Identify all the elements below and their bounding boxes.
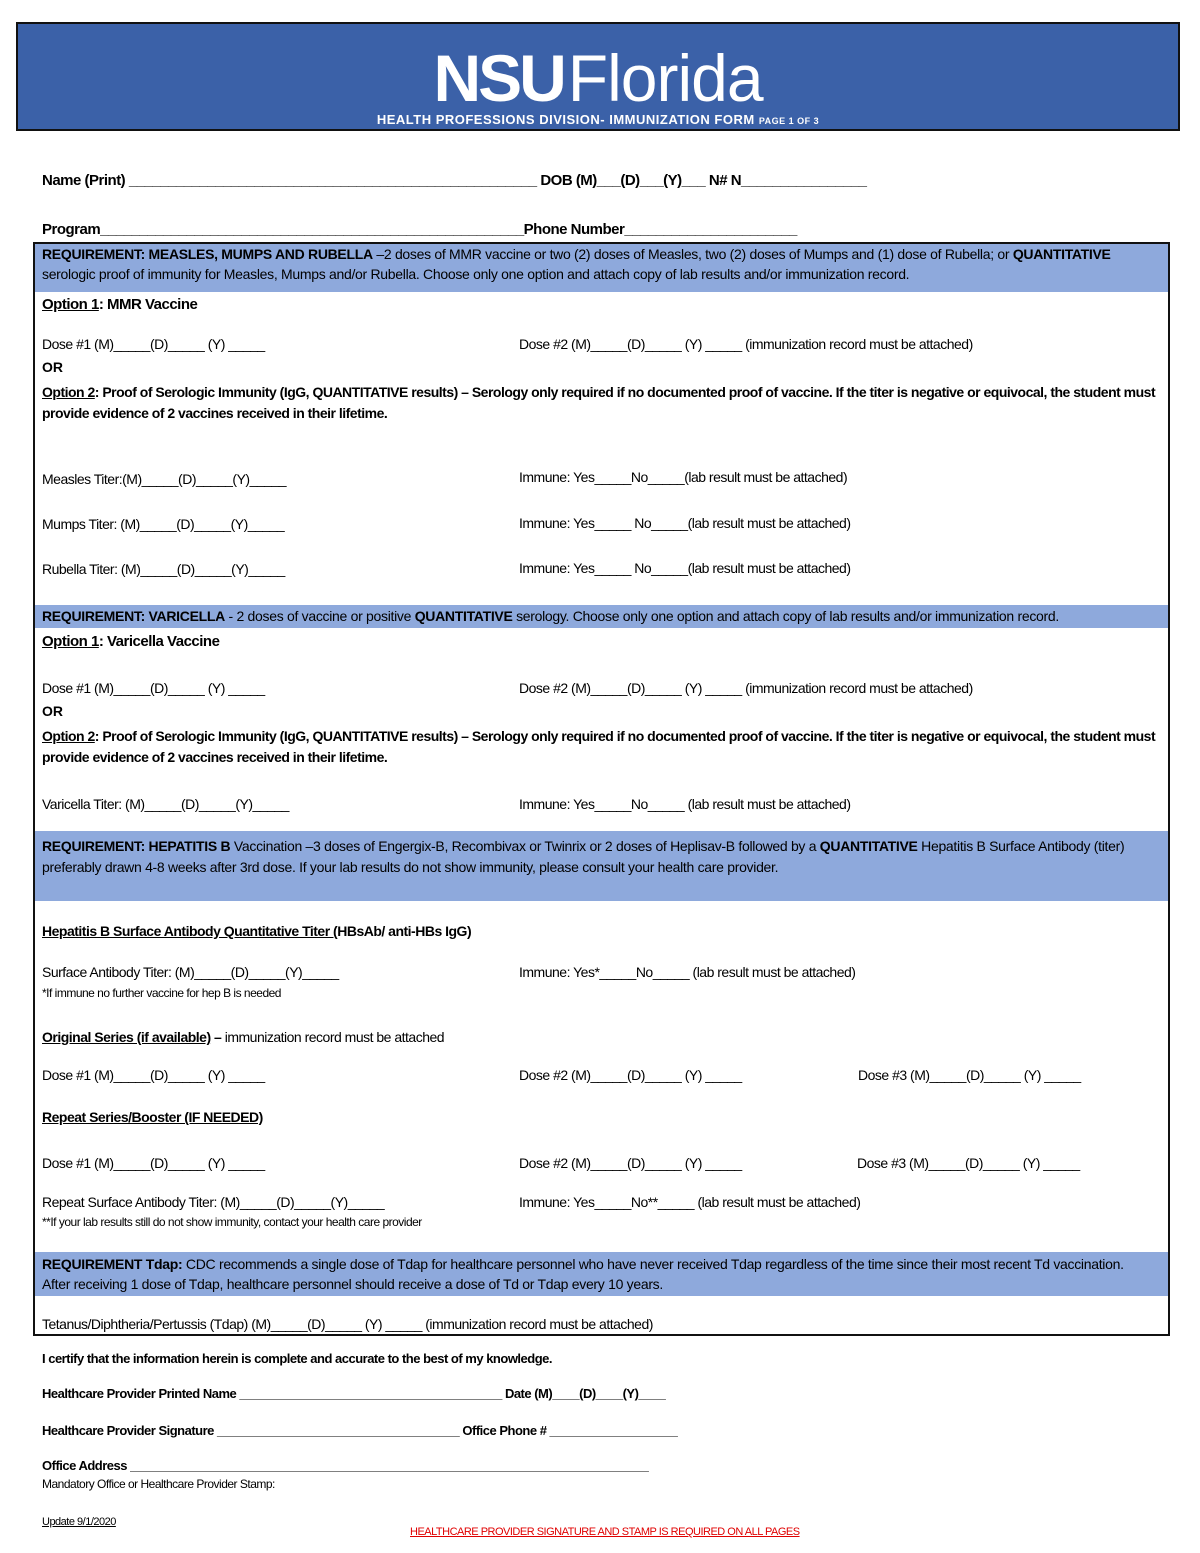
original-dose2-field[interactable]: Dose #2 (M)_____(D)_____ (Y) _____	[519, 1067, 742, 1083]
header-banner	[16, 22, 1180, 131]
varicella-dose2-field[interactable]: Dose #2 (M)_____(D)_____ (Y) _____ (immunization record must be attached)	[519, 680, 973, 696]
mumps-immune-field[interactable]: Immune: Yes_____ No_____(lab result must be attached)	[519, 515, 851, 531]
mmr-option1-label: Option 1	[42, 296, 99, 313]
provider-stamp-label: Mandatory Office or Healthcare Provider Stamp:	[42, 1477, 275, 1491]
surface-antibody-immune-field[interactable]: Immune: Yes*_____No_____ (lab result must be attached)	[519, 964, 856, 980]
mmr-option2	[42, 382, 1157, 424]
varicella-titer-field[interactable]: Varicella Titer: (M)_____(D)_____(Y)_____	[42, 796, 289, 812]
logo-nsu: NSU	[433, 41, 564, 115]
mmr-dose2-field[interactable]: Dose #2 (M)_____(D)_____ (Y) _____ (immunization record must be attached)	[519, 336, 973, 352]
name-dob-field[interactable]: Name (Print) ____________________________________________________ DOB (M)___(D)___(Y)___ N# N________________	[42, 172, 867, 189]
varicella-option1-label: Option 1	[42, 633, 99, 650]
original-series-dash: –	[210, 1029, 225, 1045]
hepb-requirement-desc: Vaccination –3 doses of Engergix-B, Recombivax or Twinrix or 2 doses of Heplisav-B followed by a	[230, 838, 820, 854]
mmr-option1	[42, 296, 197, 313]
mumps-titer-field[interactable]: Mumps Titer: (M)_____(D)_____(Y)_____	[42, 516, 285, 532]
hepb-quantitative: QUANTITATIVE	[819, 838, 918, 854]
measles-immune-field[interactable]: Immune: Yes_____No_____(lab result must be attached)	[519, 469, 848, 485]
tdap-dose-field[interactable]: Tetanus/Diphtheria/Pertussis (Tdap) (M)_____(D)_____ (Y) _____ (immunization record must be attached)	[42, 1316, 653, 1332]
mmr-or: OR	[42, 359, 63, 375]
varicella-requirement-desc2: serology. Choose only one option and attach copy of lab results and/or immunization record.	[512, 608, 1059, 624]
mmr-dose1-field[interactable]: Dose #1 (M)_____(D)_____ (Y) _____	[42, 336, 265, 352]
hepb-requirement-label: REQUIREMENT: HEPATITIS B	[42, 838, 231, 854]
program-phone-field[interactable]: Program______________________________________________________Phone Number______________________	[42, 221, 797, 238]
mmr-quantitative: QUANTITATIVE	[1012, 246, 1111, 262]
required-notice: HEALTHCARE PROVIDER SIGNATURE AND STAMP IS REQUIRED ON ALL PAGES	[410, 1526, 800, 1538]
mmr-requirement-text	[42, 244, 1152, 284]
repeat-titer-field[interactable]: Repeat Surface Antibody Titer: (M)_____(D)_____(Y)_____	[42, 1194, 385, 1210]
tdap-requirement-desc: CDC recommends a single dose of Tdap for healthcare personnel who have never received Tdap regardless of the time since their most recent Td vaccination. After receiving 1 dose of Tdap, healthcare personnel should receive a dose of Td or Tdap every 10 years.	[42, 1256, 1124, 1292]
mmr-requirement-desc2: serologic proof of immunity for Measles, Mumps and/or Rubella. Choose only one option and attach copy of lab results and/or immunization record.	[42, 266, 910, 282]
rubella-titer-field[interactable]: Rubella Titer: (M)_____(D)_____(Y)_____	[42, 561, 285, 577]
hepb-requirement-desc2: Hepatitis B Surface Antibody (titer) preferably drawn 4-8 weeks after 3rd dose. If your lab results do not show immunity, please consult your health care provider.	[42, 838, 1125, 875]
mmr-option2-label: Option 2	[42, 384, 95, 400]
surface-antibody-note: *If immune no further vaccine for hep B is needed	[42, 986, 281, 1000]
repeat-series-heading: Repeat Series/Booster (IF NEEDED)	[42, 1109, 263, 1125]
original-series-note: immunization record must be attached	[224, 1029, 445, 1045]
original-dose3-field[interactable]: Dose #3 (M)_____(D)_____ (Y) _____	[858, 1067, 1081, 1083]
repeat-titer-note: **If your lab results still do not show immunity, contact your health care provider	[42, 1215, 422, 1229]
page-label: PAGE 1 OF 3	[758, 116, 820, 126]
repeat-dose1-field[interactable]: Dose #1 (M)_____(D)_____ (Y) _____	[42, 1155, 265, 1171]
rubella-immune-field[interactable]: Immune: Yes_____ No_____(lab result must be attached)	[519, 560, 851, 576]
varicella-quantitative: QUANTITATIVE	[414, 608, 513, 624]
mmr-option2-text: : Proof of Serologic Immunity (IgG, QUANTITATIVE results) – Serology only required if no documented proof of vaccine. If the titer is negative or equivocal, the student must provide evidence of 2 vaccines received in their lifetime.	[42, 384, 1156, 421]
hepb-titer-heading	[42, 923, 471, 939]
form-title-text: HEALTH PROFESSIONS DIVISION- IMMUNIZATION FORM	[376, 112, 755, 127]
varicella-option1-text: : Varicella Vaccine	[98, 633, 220, 650]
mmr-requirement-label: REQUIREMENT: MEASLES, MUMPS AND RUBELLA	[42, 246, 373, 262]
measles-titer-field[interactable]: Measles Titer:(M)_____(D)_____(Y)_____	[42, 471, 287, 487]
hepb-requirement-text	[42, 836, 1152, 878]
surface-antibody-titer-field[interactable]: Surface Antibody Titer: (M)_____(D)_____(Y)_____	[42, 964, 339, 980]
varicella-option2-label: Option 2	[42, 728, 95, 744]
hepb-titer-heading-underlined: Hepatitis B Surface Antibody Quantitative Titer (	[42, 923, 338, 939]
varicella-requirement-label: REQUIREMENT: VARICELLA	[42, 608, 225, 624]
certify-statement: I certify that the information herein is complete and accurate to the best of my knowledge.	[42, 1351, 552, 1366]
tdap-requirement-text	[42, 1254, 1152, 1294]
mmr-requirement-desc: –2 doses of MMR vaccine or two (2) doses of Measles, two (2) doses of Mumps and (1) dose of Rubella; or	[372, 246, 1013, 262]
nsu-florida-logo	[18, 42, 1178, 114]
hepb-titer-heading-rest: HBsAb/ anti-HBs IgG)	[337, 923, 472, 939]
varicella-dose1-field[interactable]: Dose #1 (M)_____(D)_____ (Y) _____	[42, 680, 265, 696]
update-date: Update 9/1/2020	[42, 1516, 116, 1528]
varicella-option2	[42, 726, 1157, 768]
office-address-field[interactable]: Office Address _____________________________________________________________________________	[42, 1458, 649, 1473]
original-dose1-field[interactable]: Dose #1 (M)_____(D)_____ (Y) _____	[42, 1067, 265, 1083]
mmr-option1-text: : MMR Vaccine	[98, 296, 198, 313]
provider-name-date-field[interactable]: Healthcare Provider Printed Name _______________________________________ Date (M)____(D)____(Y)____	[42, 1386, 666, 1401]
original-series-label: Original Series (if available)	[42, 1029, 211, 1045]
provider-signature-phone-field[interactable]: Healthcare Provider Signature ____________________________________ Office Phone # ___________________	[42, 1423, 678, 1438]
varicella-option1	[42, 633, 219, 650]
original-series-heading	[42, 1029, 444, 1045]
logo-florida: Florida	[567, 41, 763, 115]
repeat-immune-field[interactable]: Immune: Yes_____No**_____ (lab result must be attached)	[519, 1194, 861, 1210]
repeat-dose3-field[interactable]: Dose #3 (M)_____(D)_____ (Y) _____	[857, 1155, 1080, 1171]
tdap-requirement-label: REQUIREMENT Tdap:	[42, 1256, 183, 1272]
varicella-or: OR	[42, 703, 63, 719]
repeat-dose2-field[interactable]: Dose #2 (M)_____(D)_____ (Y) _____	[519, 1155, 742, 1171]
varicella-requirement-desc: - 2 doses of vaccine or positive	[224, 608, 415, 624]
form-title	[18, 112, 1178, 127]
varicella-option2-text: : Proof of Serologic Immunity (IgG, QUANTITATIVE results) – Serology only required if no documented proof of vaccine. If the titer is negative or equivocal, the student must provide evidence of 2 vaccines received in their lifetime.	[42, 728, 1156, 765]
varicella-immune-field[interactable]: Immune: Yes_____No_____ (lab result must be attached)	[519, 796, 851, 812]
varicella-requirement-text	[42, 606, 1152, 626]
